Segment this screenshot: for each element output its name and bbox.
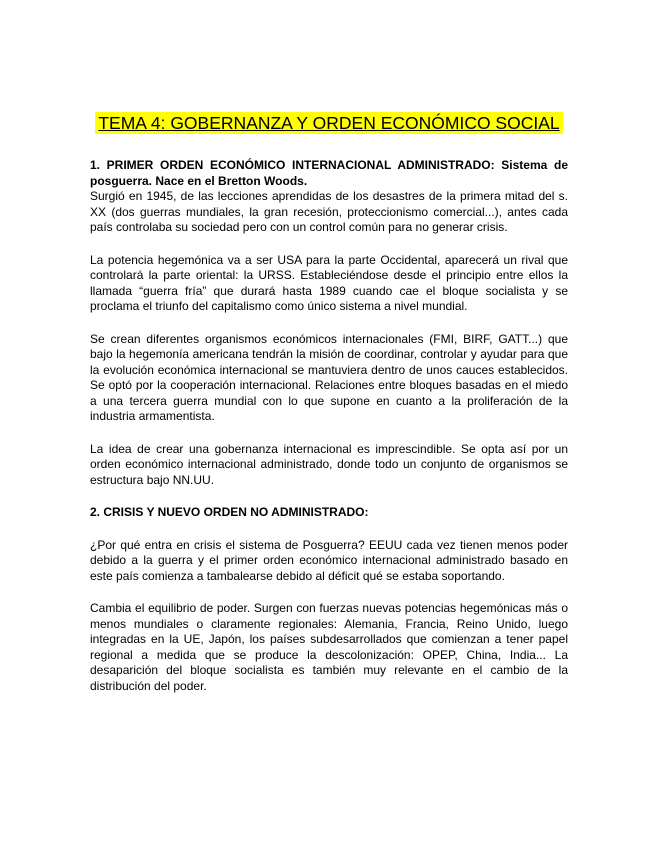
section-2-paragraph: ¿Por qué entra en crisis el sistema de Posguerra? EEUU cada vez tienen menos poder debido a la guerra y el primer orden económico internacional administrado basado en este país comienza a tambalearse debido al déficit qué se estaba soportando. <box>90 537 568 583</box>
section-1-paragraph: La idea de crear una gobernanza internacional es imprescindible. Se opta así por un orden económico internacional administrado, donde todo un conjunto de organismos se estructura bajo NN.UU. <box>90 441 568 487</box>
section-1-heading: 1. PRIMER ORDEN ECONÓMICO INTERNACIONAL ADMINISTRADO: Sistema de posguerra. Nace en el Bretton Woods. <box>90 158 568 188</box>
section-1-paragraph: Surgió en 1945, de las lecciones aprendidas de los desastres de la primera mitad del s. XX (dos guerras mundiales, la gran recesión, proteccionismo comercial...), antes cada país controlaba su sociedad pero con un control común para no generar crisis. <box>90 189 568 234</box>
title-container <box>90 112 568 134</box>
document-page <box>90 112 568 711</box>
section-1-paragraph: Se crean diferentes organismos económicos internacionales (FMI, BIRF, GATT...) que bajo la hegemonía americana tendrán la misión de coordinar, controlar y ayudar para que la evolución económica internacional se mantuviera dentro de unos cauces establecidos. Se optó por la cooperación internacional. Relaciones entre bloques basadas en el miedo a una tercera guerra mundial con lo que supone en cuanto a la proliferación de la industria armamentista. <box>90 331 568 423</box>
section-1-paragraph: La potencia hegemónica va a ser USA para la parte Occidental, aparecerá un rival que controlará la parte oriental: la URSS. Estableciéndose desde el principio entre ellos la llamada “guerra fría” que durará hasta 1989 cuando cae el bloque socialista y se proclama el triunfo del capitalismo como único sistema a nivel mundial. <box>90 252 568 313</box>
section-2-heading: 2. CRISIS Y NUEVO ORDEN NO ADMINISTRADO: <box>90 505 369 519</box>
section-2-paragraph: Cambia el equilibrio de poder. Surgen con fuerzas nuevas potencias hegemónicas más o menos mundiales o claramente regionales: Alemania, Francia, Reino Unido, luego integradas en la UE, Japón, los países subdesarrollados que comienzan a tener papel regional a medida que se produce la descolonización: OPEP, China, India... La desaparición del bloque socialista es también muy relevante en el cambio de la distribución del poder. <box>90 601 568 693</box>
document-title: TEMA 4: GOBERNANZA Y ORDEN ECONÓMICO SOCIAL <box>95 112 562 134</box>
